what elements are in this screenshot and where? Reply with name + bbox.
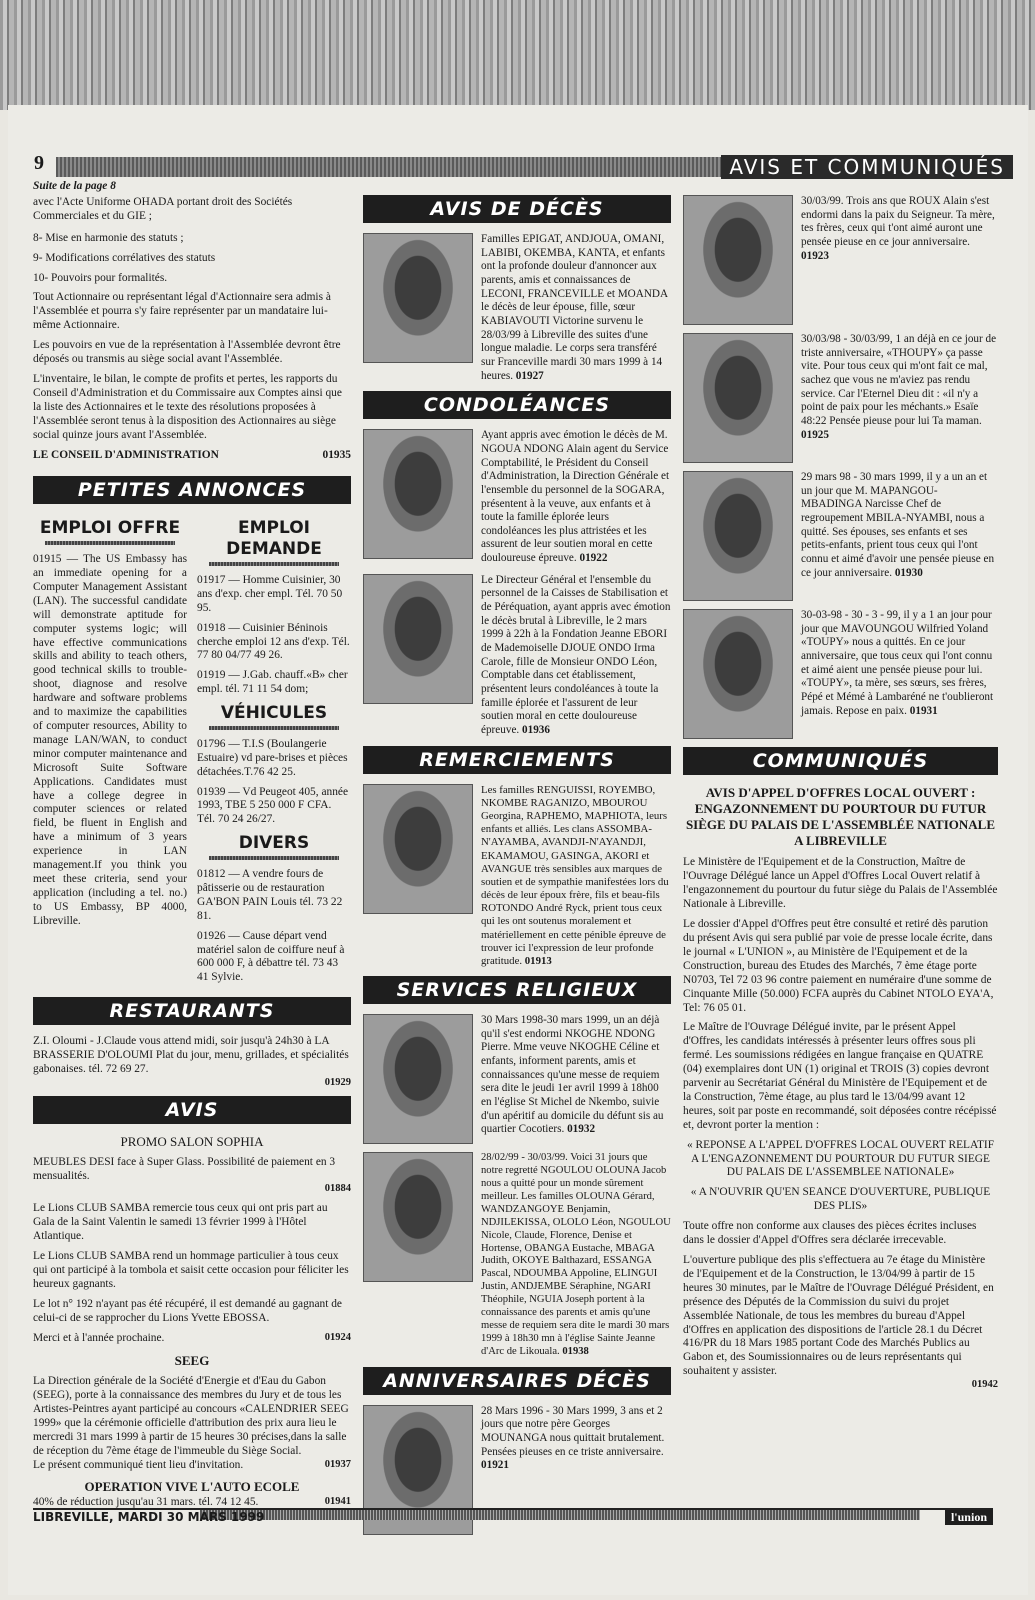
tender-paragraph: Toute offre non conforme aux clauses des pièces écrites incluses dans le dossier d'Appel d'Offres sera déclarée irrecevable. bbox=[683, 1220, 977, 1247]
reference-number: 01922 bbox=[579, 552, 608, 565]
classified-ad: 01915 — The US Embassy has an immediate opening for a Computer Management Assistant (LAN). The successful candidate will demonstrate aptitude for computer systems logic; will have effective communications skills and ability to teach others, good technical skills to trouble-shoot, diagnose and resolve hardware and software problems and to maximize the capabilities of computer resources, Ability to manage LAN/WAN, to conduct minor computer maintenance and Microsoft Suite Software Applications. Candidates must have a college degree in computer sciences or related field, be fluent in English and have a minimum of 3 years experience in LAN management.If you think you meet these criteria, send your application (including a tel. no.) to US Embassy, BP 4000, Libreville. bbox=[33, 553, 187, 927]
portrait-photo bbox=[363, 574, 473, 704]
tender-paragraph: Le dossier d'Appel d'Offres peut être consulté et retiré dès parution du présent Avis qui sera publié par voie de presse locale écrite, dans le journal « L'UNION », au Ministère de l'Equipement et de la Construction, bureau des Etudes des Marchés, 7 ème étage porte N0703, Tel 72 03 96 contre paiement en numéraire d'une somme de Cinquante Mille (50.000) FCFA auprès du Cabinet NTOLO EYA'A, Tel: 76 05 01. bbox=[683, 918, 994, 1014]
reference-number: 01913 bbox=[524, 954, 552, 967]
notice-text: 30 Mars 1998-30 mars 1999, un an déjà qu'il s'est endormi NKOGHE NDONG Pierre. Mme veuve NKOGHE Céline et enfants, informent parents, amis et connaissances qu'une messe de requiem sera dite le jeudi 1er avril 1999 à 18h00 en l'église St Michel de Nkembo, suivie d'un apéritif au domicile du défunt sis au quartier Cocotiers. bbox=[481, 1014, 664, 1136]
reference-number: 01941 bbox=[324, 1496, 351, 1508]
anniversaires-deces-header: ANNIVERSAIRES DÉCÈS bbox=[363, 1367, 671, 1395]
reference-number: 01935 bbox=[322, 448, 351, 461]
signature: LE CONSEIL D'ADMINISTRATION bbox=[33, 448, 219, 461]
condoleances-header: CONDOLÉANCES bbox=[363, 391, 671, 419]
classified-ad: 01918 — Cuisinier Béninois cherche emploi 12 ans d'exp. Tél. 77 80 04/77 49 26. bbox=[197, 621, 350, 662]
communiques-header: COMMUNIQUÉS bbox=[683, 747, 998, 775]
notice-text: 30/03/99. Trois ans que ROUX Alain s'est endormi dans la paix du Seigneur. Ta mère, tes frères, ceux qui t'ont aimé auront une pensée pieuse en ce jour anniversaire. bbox=[801, 195, 995, 248]
classified-ad: 01917 — Homme Cuisinier, 30 ans d'exp. cher empl. Tél. 70 50 95. bbox=[197, 573, 343, 614]
tender-title: AVIS D'APPEL D'OFFRES LOCAL OUVERT : ENGAZONNEMENT DU POURTOUR DU FUTUR SIÈGE DU PALAIS DE L'ASSEMBLÉE NATIONALE A LIBREVILLE bbox=[685, 785, 996, 848]
portrait-photo bbox=[363, 233, 473, 363]
portrait-photo bbox=[363, 1014, 473, 1144]
emploi-offre-header: EMPLOI OFFRE bbox=[39, 518, 181, 539]
portrait-photo bbox=[683, 195, 793, 325]
services-religieux-header: SERVICES RELIGIEUX bbox=[363, 976, 671, 1004]
notice-text: 30/03/98 - 30/03/99, 1 an déjà en ce jour de triste anniversaire, «THOUPY» ça passe vite. Pour tous ceux qui m'ont fait ce mal, sachez que vous ne m'aviez pas rendu service. Car l'Eternel Dieu dit : «il n'y a point de paix pour les méchants.» Esaïe 48:22 Pensée pieuse pour lui Ta maman. bbox=[801, 333, 997, 427]
portrait-photo bbox=[363, 1152, 473, 1282]
reference-number: 01925 bbox=[801, 428, 829, 441]
suite-note: Suite de la page 8 bbox=[33, 180, 116, 192]
restaurant-ad: Z.I. Oloumi - J.Claude vous attend midi, soir jusqu'à 24h30 à LA BRASSERIE D'OLOUMI Plat du jour, menu, grillades, et spécialités gabonaises. tél. 72 69 27. bbox=[33, 1035, 349, 1076]
notice-entry bbox=[683, 333, 998, 463]
notice-entry bbox=[683, 609, 998, 739]
column-middle bbox=[363, 195, 671, 1543]
text-paragraph: 10- Pouvoirs pour formalités. bbox=[33, 271, 168, 284]
tender-paragraph: « A N'OUVRIR QU'EN SEANCE D'OUVERTURE, PUBLIQUE DES PLIS» bbox=[690, 1186, 991, 1213]
reference-number: 01924 bbox=[324, 1331, 351, 1343]
notice-entry bbox=[363, 233, 671, 383]
reference-number: 01938 bbox=[562, 1345, 589, 1357]
column-right bbox=[683, 195, 998, 1398]
reference-number: 01884 bbox=[324, 1183, 351, 1195]
lions-text: Le Lions CLUB SAMBA rend un hommage particulier à tous ceux qui ont participé à la tombola et saisit cette occasion pour féliciter les heureux gagnants. bbox=[33, 1249, 349, 1290]
notice-entry bbox=[363, 1152, 671, 1359]
notice-text: 28/02/99 - 30/03/99. Voici 31 jours que notre regretté NGOULOU OLOUNA Jacob nous a quitté pour un monde sûrement meilleur. Les familles OLOUNA Gérard, WANDZANGOYE Benjamin, NDJILEKISSA, OLOLO Léon, NGOULOU Nicole, Claude, Florence, Denise et Hortense, OBANGA Eustache, MBAGA Judith, OKOYE Balthazard, ESSANGA Pascal, NDOUMBA Appoline, ELINGUI Justin, ANDJEMBE Séraphine, NGARI Théophile, NGUIA Joseph portent à la connaissance des parents et amis qu'une messe de requiem sera dite le mardi 30 mars 1999 à 18h30 mn à l'église Sainte Jeanne d'Arc de Likouala. bbox=[481, 1152, 671, 1357]
restaurants-header: RESTAURANTS bbox=[33, 997, 351, 1025]
reference-number: 01942 bbox=[971, 1379, 998, 1391]
column-left bbox=[33, 180, 351, 1510]
notice-entry bbox=[683, 471, 998, 601]
notice-text: Familles EPIGAT, ANDJOUA, OMANI, LABIBI, OKEMBA, KANTA, et enfants ont la profonde douleur d'annoncer aux parents, amis et connaissances de LECONI, FRANCEVILLE et MOANDA le décès de leur épouse, fille, sœur KABIAVOUTI Victorine survenu le 28/03/99 à Libreville des suites d'une longue maladie. Le corps sera transféré sur Franceville mardi 30 mars 1999 à 14 heures. bbox=[481, 233, 668, 382]
seeg-text: Le présent communiqué tient lieu d'invitation. bbox=[33, 1458, 244, 1471]
divider bbox=[209, 856, 339, 860]
reference-number: 01932 bbox=[567, 1123, 596, 1136]
classified-ad: 01812 — A vendre fours de pâtisserie ou de restauration GA'BON PAIN Louis tél. 73 22 81. bbox=[197, 868, 343, 922]
reference-number: 01921 bbox=[481, 1459, 509, 1472]
portrait-photo bbox=[683, 609, 793, 739]
text-paragraph: avec l'Acte Uniforme OHADA portant droit des Sociétés Commerciales et du GIE ; bbox=[33, 195, 293, 222]
lions-text: Le Lions CLUB SAMBA remercie tous ceux qui ont pris part au Gala de la Saint Valentin le samedi 13 février 1999 à l'Hôtel Atlantique. bbox=[33, 1202, 328, 1243]
promo-title: PROMO SALON SOPHIA bbox=[120, 1133, 264, 1149]
tender-paragraph: « REPONSE A L'APPEL D'OFFRES LOCAL OUVERT RELATIF A L'ENGAZONNEMENT DU POURTOUR DU FUTUR SIEGE DU PALAIS DE L'ASSEMBLEE NATIONALE» bbox=[686, 1138, 995, 1179]
portrait-photo bbox=[683, 333, 793, 463]
divider bbox=[209, 562, 339, 566]
page-footer bbox=[33, 1508, 993, 1524]
reference-number: 01931 bbox=[909, 704, 938, 717]
divider bbox=[209, 726, 339, 730]
promo-text: MEUBLES DESI face à Super Glass. Possibilité de paiement en 3 mensualités. bbox=[33, 1155, 336, 1182]
scan-top-edge bbox=[0, 0, 1035, 110]
reference-number: 01936 bbox=[522, 724, 550, 736]
reference-number: 01937 bbox=[324, 1458, 351, 1470]
tender-paragraph: Le Ministère de l'Equipement et de la Construction, Maître de l'Ouvrage Délégué lance un Appel d'Offres Local Ouvert relatif à l'engazonnement du pourtour du futur siège du Palais de l'Assemblée Nationale à Libreville. bbox=[683, 856, 998, 911]
remerciements-header: REMERCIEMENTS bbox=[363, 746, 671, 774]
notice-entry bbox=[363, 429, 671, 566]
notice-text: Ayant appris avec émotion le décès de M. NGOUA NDONG Alain agent du Service Comptabilité, le Président du Conseil d'Administration, la Direction Générale et l'ensemble du personnel de la SOGARA, présentent à la veuve, aux enfants et à toute la famille éplorée leurs condoléances les plus attristées et les assurent de leur soutien moral en cette douloureuse épreuve. bbox=[481, 429, 670, 565]
classifieds-grid bbox=[33, 514, 351, 991]
notice-text: Le Directeur Général et l'ensemble du personnel de la Caisses de Stabilisation et de Péréquation, ayant appris avec émotion le décès brutal à Libreville, le 2 mars 1999 à 22h à la Fondation Jeanne EBORI de Mademoiselle DJOUE ONDO Irma Carole, fille de Monsieur ONDO Léon, Comptable dans cet établissement, présentent leurs condoléances à toute la famille éplorée et l'assurent de leur soutien moral en cette douloureuse épreuve. bbox=[481, 573, 671, 736]
text-paragraph: 8- Mise en harmonie des statuts ; bbox=[33, 231, 184, 244]
classified-ad: 01796 — T.I.S (Boulangerie Estuaire) vd pare-brises et pièces détachées.T.76 42 25. bbox=[197, 737, 348, 778]
section-title: AVIS ET COMMUNIQUÉS bbox=[721, 155, 1013, 179]
emploi-demande-header: EMPLOI DEMANDE bbox=[226, 518, 322, 560]
notice-entry bbox=[683, 195, 998, 325]
notice-text: 29 mars 98 - 30 mars 1999, il y a un an et un jour que M. MAPANGOU-MBADINGA Narcisse Chef de regroupement MBILA-NYAMBI, nous a quitté. Ses épouses, ses enfants et ses petits-enfants, prient tous ceux qui l'ont connu et aimé d'avoir une pensée pieuse en ce jour anniversaire. bbox=[801, 471, 995, 579]
vehicules-header: VÉHICULES bbox=[220, 703, 328, 724]
reference-number: 01929 bbox=[324, 1077, 351, 1088]
portrait-photo bbox=[683, 471, 793, 601]
reference-number: 01923 bbox=[801, 249, 829, 262]
page-number: 9 bbox=[34, 152, 44, 174]
tender-paragraph: Le Maître de l'Ouvrage Délégué invite, par le présent Appel d'Offres, les candidats intéressés à présenter leurs offres sous pli fermé. Les soumissions rédigées en langue française en QUATRE (04) exemplaires dont UN (1) original et TROIS (3) copies devront parvenir au Secrétariat Général du Ministère de l'Equipement et de la Construction, 7ème étage, au plus tard le 13/04/99 avant 12 heures, soit par poste en recommandé, soit déposées contre récépissé et, devront porter la mention : bbox=[683, 1021, 997, 1131]
lions-text: Le lot n° 192 n'ayant pas été récupéré, il est demandé au gagnant de celui-ci de se rapprocher du Lions Yvette EBOSSA. bbox=[33, 1297, 342, 1324]
reference-number: 01930 bbox=[894, 566, 923, 579]
text-paragraph: Les pouvoirs en vue de la représentation à l'Assemblée devront être déposés ou transmis au siège social avant l'Assemblée. bbox=[33, 339, 341, 366]
operation-text: 40% de réduction jusqu'au 31 mars. tél. 74 12 45. bbox=[33, 1496, 259, 1509]
avis-deces-header: AVIS DE DÉCÈS bbox=[363, 195, 671, 223]
petites-annonces-header: PETITES ANNONCES bbox=[33, 476, 351, 504]
portrait-photo bbox=[363, 429, 473, 559]
classified-ad: 01919 — J.Gab. chauff.«B» cher empl. tél. 71 11 54 dom; bbox=[197, 669, 348, 696]
classified-ad: 01926 — Cause départ vend matériel salon de coiffure neuf à 600 000 F, à débattre tél. 73 43 41 Sylvie. bbox=[197, 929, 345, 984]
notice-entry bbox=[363, 784, 671, 968]
lions-text: Merci et à l'année prochaine. bbox=[33, 1331, 165, 1344]
avis-header: AVIS bbox=[33, 1096, 351, 1124]
operation-title: OPERATION VIVE L'AUTO ECOLE bbox=[84, 1478, 300, 1494]
divers-header: DIVERS bbox=[238, 833, 310, 854]
seeg-title: SEEG bbox=[174, 1353, 210, 1369]
seeg-text: La Direction générale de la Société d'Energie et d'Eau du Gabon (SEEG), porte à la connaissance des membres du Jury et de tous les Artistes-Peintres ayant participé au concours «CALENDRIER SEEG 1999» que la cérémonie officielle d'attribution des prix aura lieu le mercredi 31 mars 1999 à partir de 15 heures 30 précises,dans la salle de réception du 7ème étage de l'immeuble du Siège Social. bbox=[33, 1375, 349, 1457]
text-paragraph: L'inventaire, le bilan, le compte de profits et pertes, les rapports du Conseil d'Administration et du Commissaire aux Comptes ainsi que la liste des Actionnaires et le texte des résolutions proposées à l'Assemblée seront tenus à la disposition des Actionnaires au siège social quinze jours avant l'Assemblée. bbox=[33, 372, 342, 441]
portrait-photo bbox=[363, 784, 473, 914]
notice-text: 30-03-98 - 30 - 3 - 99, il y a 1 an jour pour jour que MAVOUNGOU Wilfried Yoland «TOUPY» nous a quittés. En ce jour anniversaire, que tous ceux qui l'ont connu et aimé aient une pensée pieuse pour lui. «TOUPY», ta mère, ses sœurs, ses frères, Pépé et Mémé à Lambaréné ne t'oublieront jamais. Repose en paix. bbox=[801, 609, 994, 717]
notice-entry bbox=[363, 574, 671, 738]
notice-text: 28 Mars 1996 - 30 Mars 1999, 3 ans et 2 jours que notre père Georges MOUNANGA nous quittait brutalement. Pensées pieuses en ce triste anniversaire. bbox=[481, 1404, 665, 1458]
reference-number: 01927 bbox=[515, 369, 544, 382]
footer-date: LIBREVILLE, MARDI 30 MARS 1999 bbox=[33, 1510, 265, 1524]
footer-brand-logo: l'union bbox=[945, 1510, 993, 1525]
notice-entry bbox=[363, 1014, 671, 1144]
text-paragraph: Tout Actionnaire ou représentant légal d'Actionnaire sera admis à l'Assemblée et pourra s'y faire représenter par un mandataire lui-même Actionnaire. bbox=[33, 291, 331, 332]
notice-text: Les familles RENGUISSI, ROYEMBO, NKOMBE RAGANIZO, MBOUROU Georgina, RAPHEMO, MAPHIOTA, leurs enfants et alliés. Les clans ASSOMBA-N'AYAMBA, AVANDJI-N'AYANDJI, EKAMAMOU, GASINGA, AKORI et AVANGUE très sensibles aux marques de soutien et de sympathie manifestées lors du décès de leur époux frère, fils et beau-fils ROTONDO André Ryck, prient tous ceux qui les ont soutenus moralement et matériellement en cette pénible épreuve de trouver ici l'expression de leur profonde gratitude. bbox=[481, 783, 669, 967]
text-paragraph: 9- Modifications corrélatives des statuts bbox=[33, 251, 216, 264]
classified-ad: 01939 — Vd Peugeot 405, année 1993, TBE 5 250 000 F CFA. Tél. 70 24 26/27. bbox=[197, 785, 349, 826]
divider bbox=[45, 541, 175, 545]
tender-paragraph: L'ouverture publique des plis s'effectuera au 7e étage du Ministère de l'Equipement et de la Construction, le 13/04/99 à partir de 15 heures 30 minutes, par le Maître de l'Ouvrage Délégué Président, en présence des Députés de la Commission du suivi du projet Assemblée Nationale, de tous les membres du bureau d'Appel d'Offres en application des dispositions de l'article 28.1 du Décret 416/PR du 18 Mars 1985 portant Code des Marchés Publics au Gabon et, des Soumissionnaires ou de leurs représentants qui souhaitent y assister. bbox=[683, 1254, 994, 1378]
